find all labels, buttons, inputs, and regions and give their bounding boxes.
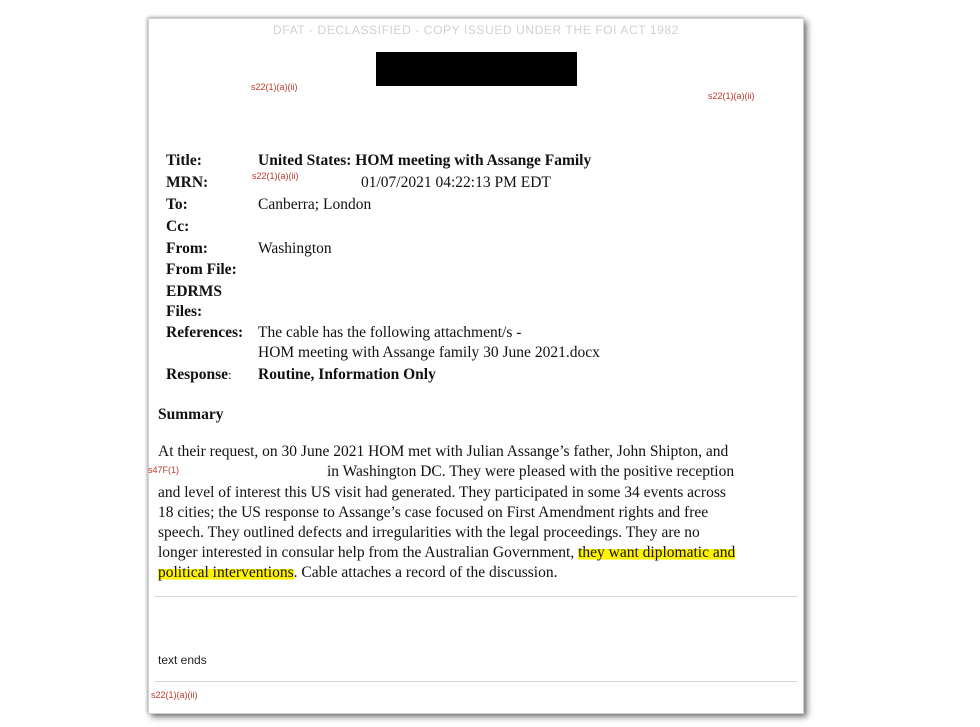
title-value: United States: HOM meeting with Assange Family <box>258 152 592 169</box>
references-line-1: The cable has the following attachment/s - <box>258 324 522 341</box>
from-value: Washington <box>258 240 332 257</box>
declassified-watermark: DFAT - DECLASSIFIED - COPY ISSUED UNDER THE FOI ACT 1982 <box>273 23 679 37</box>
summary-line-7 <box>158 564 557 582</box>
title-label: Title: <box>166 152 202 169</box>
cc-label: Cc: <box>166 218 190 235</box>
response-label-text: Response <box>166 366 229 383</box>
summary-line-3: and level of interest this US visit had generated. They participated in some 34 events across <box>158 484 726 501</box>
summary-line-6 <box>158 544 735 562</box>
from-file-label: From File: <box>166 261 237 278</box>
text-ends: text ends <box>158 653 207 667</box>
to-label: To: <box>166 196 188 213</box>
redaction-code-mrn: s22(1)(a)(ii) <box>252 171 299 181</box>
mrn-label: MRN: <box>166 174 209 191</box>
summary-line-1: At their request, on 30 June 2021 HOM met with Julian Assange’s father, John Shipton, and <box>158 443 729 460</box>
highlighted-text: political interventions <box>158 564 294 581</box>
summary-heading: Summary <box>158 406 224 423</box>
divider <box>155 596 797 597</box>
edrms-label: EDRMS <box>166 283 222 300</box>
response-label <box>166 366 232 384</box>
summary-line-6-text: longer interested in consular help from the Australian Government, <box>158 544 579 561</box>
to-value: Canberra; London <box>258 196 372 213</box>
redaction-code-top-left: s22(1)(a)(ii) <box>251 82 298 92</box>
document-page <box>148 18 804 714</box>
references-line-2: HOM meeting with Assange family 30 June 2021.docx <box>258 344 600 361</box>
summary-line-2: in Washington DC. They were pleased with the positive reception <box>327 463 735 480</box>
response-value: Routine, Information Only <box>258 366 436 383</box>
divider <box>155 681 797 682</box>
redaction-code-bottom: s22(1)(a)(ii) <box>151 690 198 700</box>
summary-line-7-text: . Cable attaches a record of the discussion. <box>293 564 558 581</box>
redaction-block <box>376 52 577 86</box>
summary-line-5: speech. They outlined defects and irregularities with the legal proceedings. They are no <box>158 524 700 541</box>
highlighted-text: they want diplomatic and <box>578 544 736 561</box>
summary-line-4: 18 cities; the US response to Assange’s case focused on First Amendment rights and free <box>158 504 709 521</box>
redaction-code-top-right: s22(1)(a)(ii) <box>708 91 755 101</box>
response-label-colon: : <box>228 367 232 382</box>
redaction-code-summary: s47F(1) <box>148 465 180 475</box>
files-label: Files: <box>166 303 203 320</box>
mrn-value: 01/07/2021 04:22:13 PM EDT <box>361 174 551 191</box>
references-label: References: <box>166 324 244 341</box>
from-label: From: <box>166 240 208 257</box>
